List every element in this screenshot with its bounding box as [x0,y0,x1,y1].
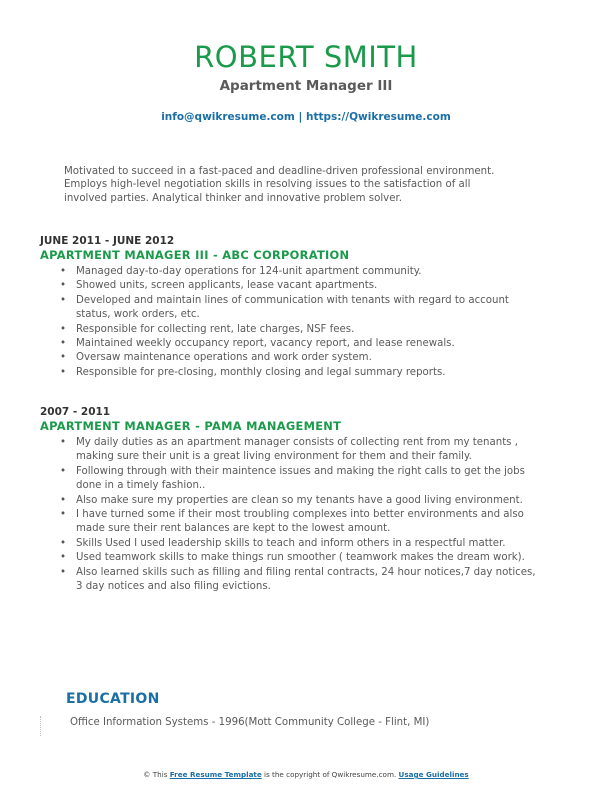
education-item: Office Information Systems - 1996(Mott Community College - Flint, MI) [70,717,430,728]
list-item: • Used teamwork skills to make things run smoother ( teamwork makes the dream work). [76,551,540,565]
list-item: • Showed units, screen applicants, lease vacant apartments. [76,279,540,293]
footer-middle: is the copyright of Qwikresume.com. [261,770,399,779]
list-item: • Skills Used I used leadership skills to teach and inform others in a respectful matter. [76,537,540,551]
list-item: • Responsible for pre-closing, monthly closing and legal summary reports. [76,366,540,380]
contact-line [0,111,612,123]
resume-name: ROBERT SMITH [194,40,418,74]
job-bullets [40,265,540,380]
list-item: • Also learned skills such as filling and filing rental contracts, 24 hour notices,7 day notices, 3 day notices and also filing evictions. [76,566,540,595]
summary-paragraph: Motivated to succeed in a fast-paced and deadline-driven professional environment. Employs high-level negotiation skills in resolving issues to the satisfaction of all involved parties. Analytical thinker and innovative problem solver. [64,166,495,204]
footer [0,770,612,779]
education-divider [40,716,41,736]
job-entry-2 [40,406,540,594]
list-item: • Also make sure my properties are clean so my tenants have a good living environment. [76,494,540,508]
list-item: • Following through with their maintence issues and making the right calls to get the jobs done in a timely fashion.. [76,465,540,494]
footer-prefix: © This [143,770,170,779]
usage-guidelines-link[interactable]: Usage Guidelines [398,770,469,779]
list-item: • My daily duties as an apartment manager consists of collecting rent from my tenants , making sure their unit is a great living environment for them and their family. [76,436,540,465]
job-bullets [40,436,540,594]
job-title: APARTMENT MANAGER - PAMA MANAGEMENT [40,419,342,433]
list-item: • Developed and maintain lines of communication with tenants with regard to account status, work orders, etc. [76,294,540,323]
list-item: • Responsible for collecting rent, late charges, NSF fees. [76,323,540,337]
job-title: APARTMENT MANAGER III - ABC CORPORATION [40,248,350,262]
contact-separator: | [294,111,306,123]
website-link[interactable]: https://Qwikresume.com [305,111,451,123]
free-resume-template-link[interactable]: Free Resume Template [169,770,262,779]
list-item: • Maintained weekly occupancy report, vacancy report, and lease renewals. [76,337,540,351]
job-date: 2007 - 2011 [40,406,111,418]
job-entry-1 [40,235,540,380]
list-item: • Oversaw maintenance operations and work order system. [76,351,540,365]
education-heading: EDUCATION [66,691,160,707]
list-item: • I have turned some if their most troubling complexes into better environments and also made sure their rent balances are kept to the lowest amount. [76,508,540,537]
email-link[interactable]: info@qwikresume.com [161,111,295,123]
job-date: JUNE 2011 - JUNE 2012 [40,235,175,247]
list-item: • Managed day-to-day operations for 124-unit apartment community. [76,265,540,279]
resume-role: Apartment Manager III [219,78,393,94]
